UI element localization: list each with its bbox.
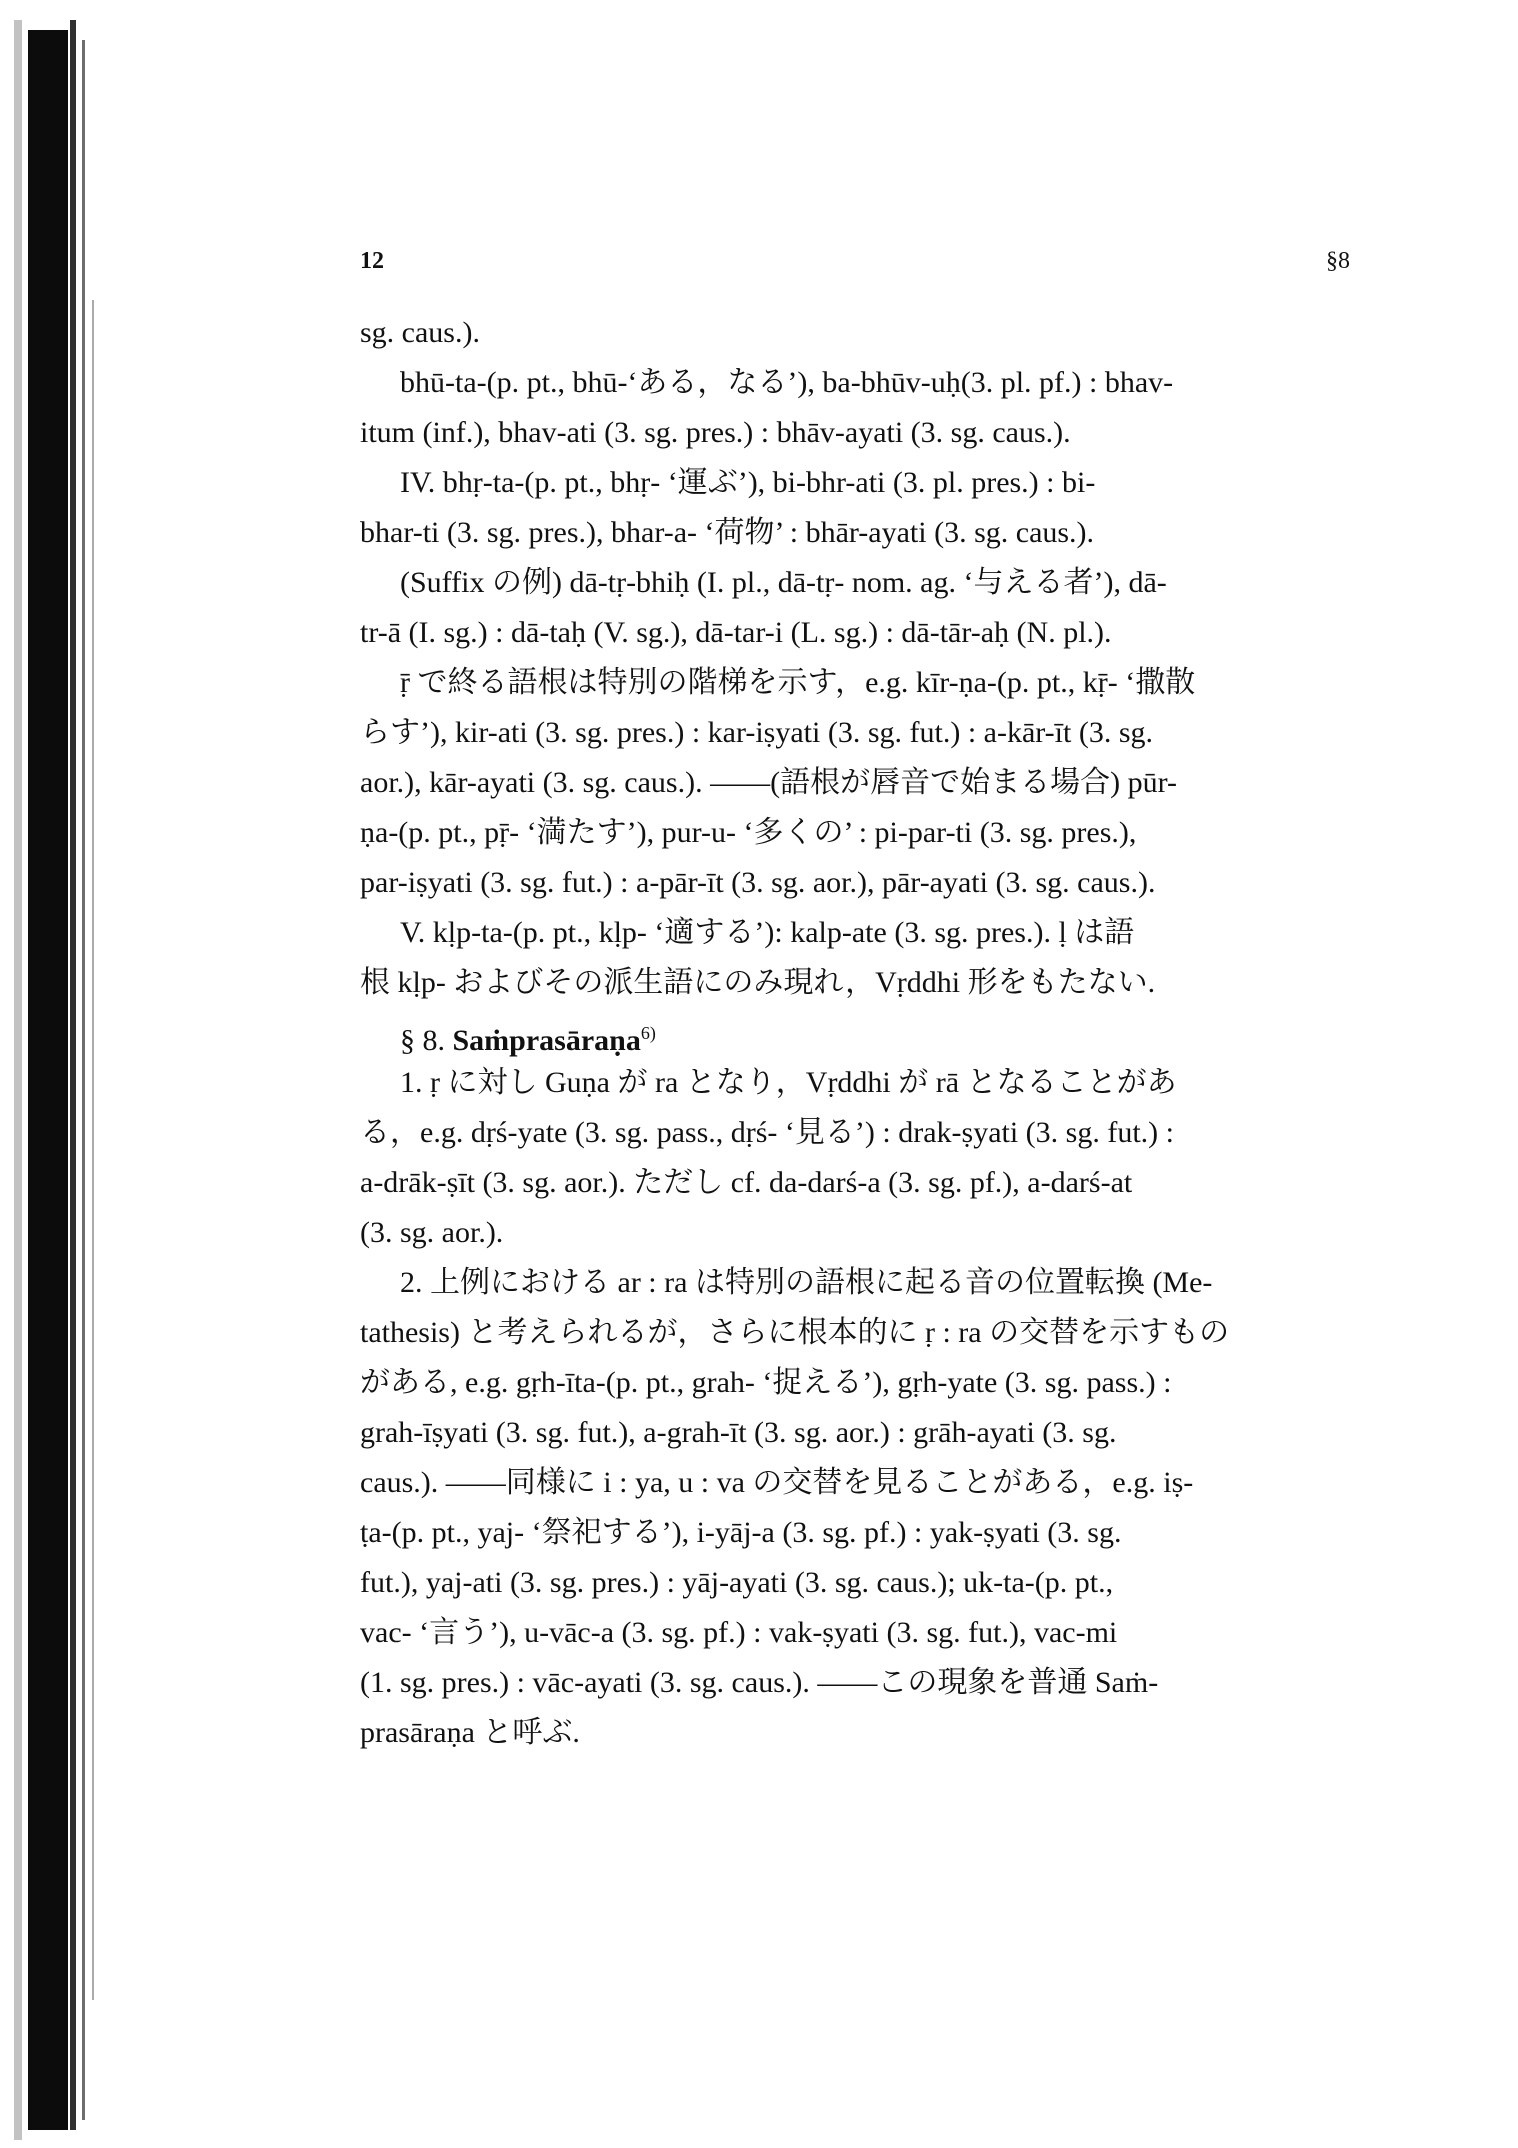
footnote-marker: 6)	[640, 1023, 656, 1043]
text-line: itum (inf.), bhav-ati (3. sg. pres.) : bhāv-ayati (3. sg. caus.).	[360, 416, 1071, 449]
text-line: par-iṣyati (3. sg. fut.) : a-pār-īt (3. sg. aor.), pār-ayati (3. sg. caus.).	[360, 866, 1156, 899]
binding-edge-shadow	[0, 0, 100, 2148]
text-line: (1. sg. pres.) : vāc-ayati (3. sg. caus.). ——この現象を普通 Saṁ-	[360, 1666, 1159, 1699]
text-line: ṝ で終る語根は特別の階梯を示す，e.g. kīr-ṇa-(p. pt., kṝ- ‘撒散	[400, 666, 1196, 699]
text-line: bhū-ta-(p. pt., bhū-‘ある，なる’), ba-bhūv-uḥ(3. pl. pf.) : bhav-	[400, 366, 1174, 399]
text-line: grah-īṣyati (3. sg. fut.), a-grah-īt (3. sg. aor.) : grāh-ayati (3. sg.	[360, 1416, 1117, 1449]
text-line: る，e.g. dṛś-yate (3. sg. pass., dṛś- ‘見る’) : drak-ṣyati (3. sg. fut.) :	[360, 1116, 1174, 1149]
text-line: らす’), kir-ati (3. sg. pres.) : kar-iṣyati (3. sg. fut.) : a-kār-īt (3. sg.	[360, 716, 1153, 749]
text-line: IV. bhṛ-ta-(p. pt., bhṛ- ‘運ぶ’), bi-bhr-ati (3. pl. pres.) : bi-	[400, 466, 1096, 499]
text-line: sg. caus.).	[360, 316, 480, 349]
section-heading	[360, 1008, 1350, 1058]
section-reference: §8	[1326, 248, 1350, 274]
text-line: (Suffix の例) dā-tṛ-bhiḥ (I. pl., dā-tṛ- nom. ag. ‘与える者’), dā-	[400, 566, 1167, 599]
body-text	[360, 308, 1350, 1758]
text-line: tr-ā (I. sg.) : dā-taḥ (V. sg.), dā-tar-i (L. sg.) : dā-tār-aḥ (N. pl.).	[360, 616, 1112, 649]
text-line: bhar-ti (3. sg. pres.), bhar-a- ‘荷物’ : bhār-ayati (3. sg. caus.).	[360, 516, 1095, 549]
text-line: fut.), yaj-ati (3. sg. pres.) : yāj-ayati (3. sg. caus.); uk-ta-(p. pt.,	[360, 1566, 1114, 1599]
section-label: § 8.	[400, 1024, 445, 1057]
page-number: 12	[360, 248, 384, 274]
text-line: a-drāk-ṣīt (3. sg. aor.). ただし cf. da-darś-a (3. sg. pf.), a-darś-at	[360, 1166, 1133, 1199]
text-line: tathesis) と考えられるが，さらに根本的に ṛ : ra の交替を示すもの	[360, 1316, 1230, 1349]
section-title: Saṁprasāraṇa	[452, 1024, 641, 1057]
running-head	[360, 248, 1350, 278]
text-line: caus.). ——同様に i : ya, u : va の交替を見ることがある，e.g. iṣ-	[360, 1466, 1194, 1499]
text-line: がある, e.g. gṛh-īta-(p. pt., grah- ‘捉える’), gṛh-yate (3. sg. pass.) :	[360, 1366, 1172, 1399]
book-page	[360, 0, 1355, 2148]
text-line: (3. sg. aor.).	[360, 1216, 504, 1249]
text-line: ṭa-(p. pt., yaj- ‘祭祀する’), i-yāj-a (3. sg. pf.) : yak-ṣyati (3. sg.	[360, 1516, 1122, 1549]
text-line: ṇa-(p. pt., pṝ- ‘満たす’), pur-u- ‘多くの’ : pi-par-ti (3. sg. pres.),	[360, 816, 1137, 849]
text-line: 2. 上例における ar : ra は特別の語根に起る音の位置転換 (Me-	[400, 1266, 1213, 1299]
text-line: vac- ‘言う’), u-vāc-a (3. sg. pf.) : vak-ṣyati (3. sg. fut.), vac-mi	[360, 1616, 1118, 1649]
text-line: V. kḷp-ta-(p. pt., kḷp- ‘適する’): kalp-ate (3. sg. pres.). ḷ は語	[400, 916, 1135, 949]
text-line: prasāraṇa と呼ぶ.	[360, 1716, 580, 1749]
text-line: 1. ṛ に対し Guṇa が ra となり，Vṛddhi が rā となることがあ	[400, 1066, 1177, 1099]
text-line: aor.), kār-ayati (3. sg. caus.). ——(語根が唇音で始まる場合) pūr-	[360, 766, 1177, 799]
text-line: 根 kḷp- およびその派生語にのみ現れ，Vṛddhi 形をもたない.	[360, 966, 1156, 999]
